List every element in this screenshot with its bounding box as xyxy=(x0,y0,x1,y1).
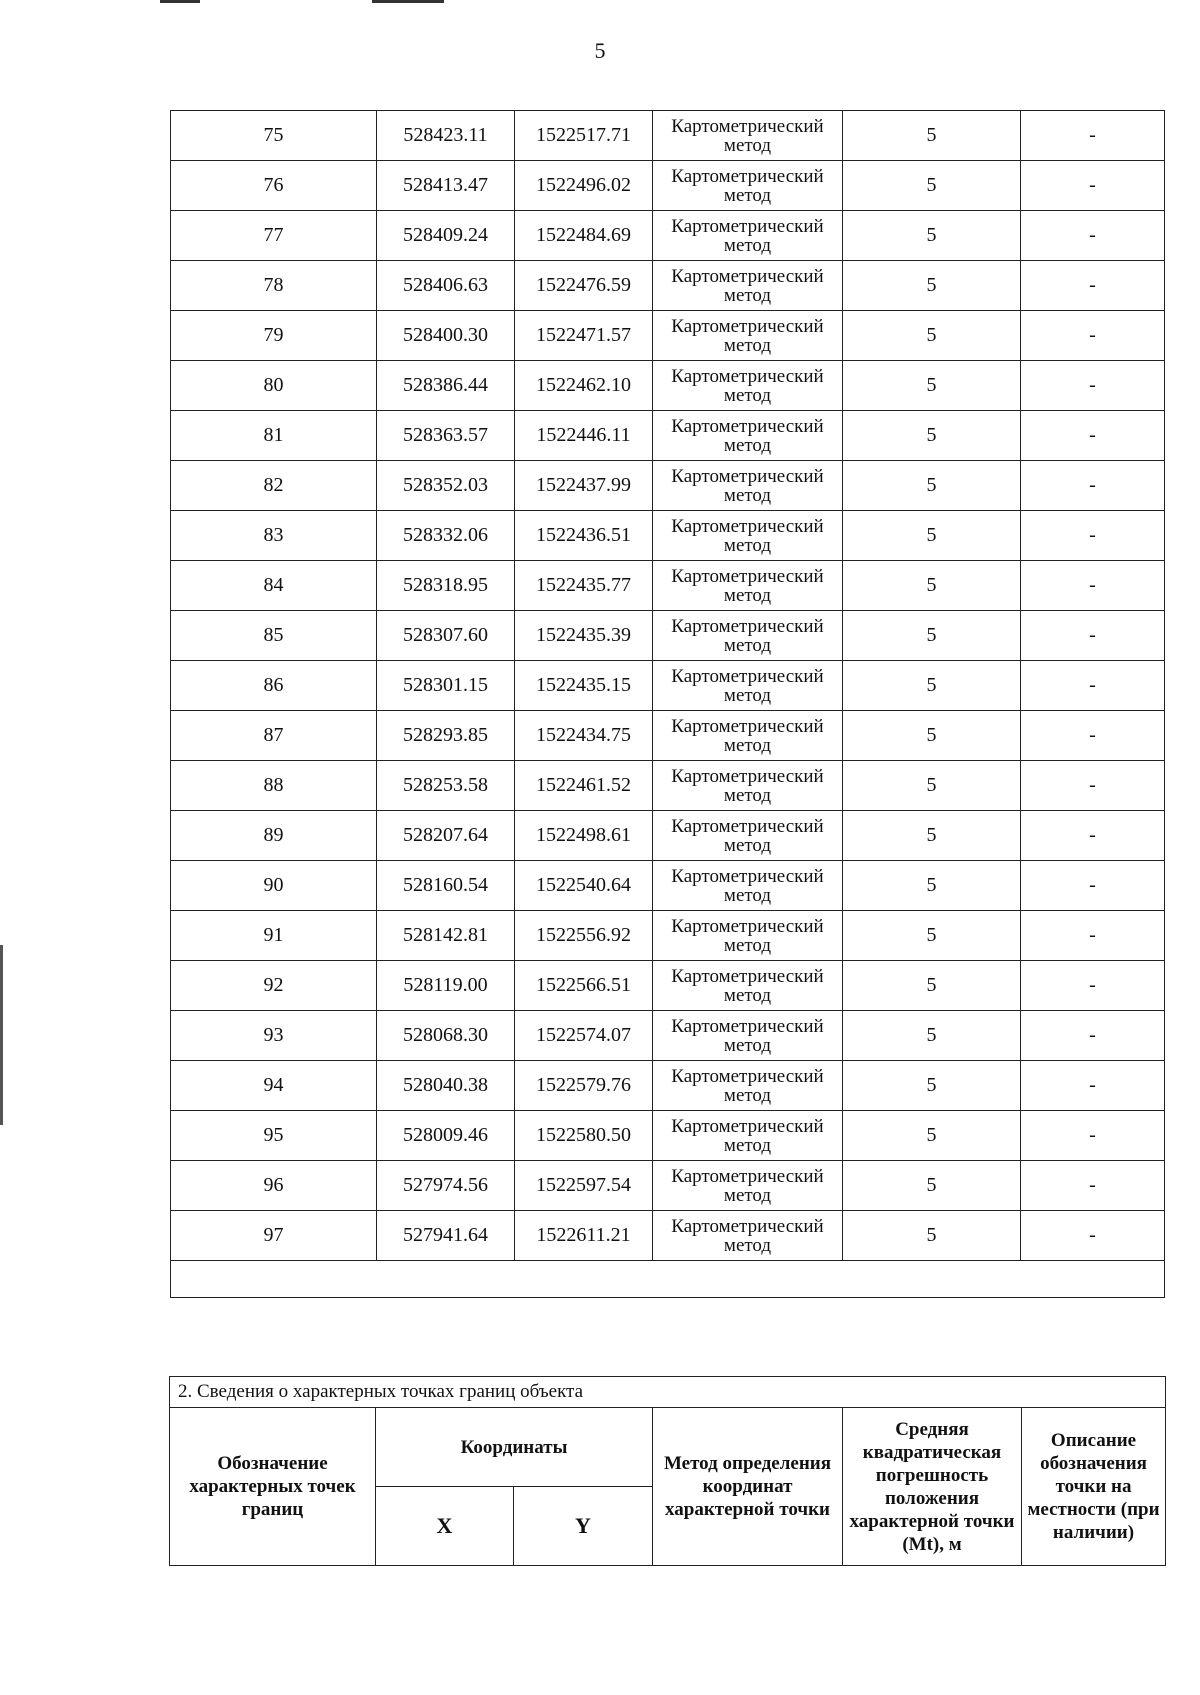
table-row xyxy=(171,911,1165,961)
point-number-cell: 93 xyxy=(171,1011,377,1061)
method-cell: Картометрический метод xyxy=(653,461,843,511)
accuracy-cell: 5 xyxy=(843,911,1021,961)
y-coordinate-cell: 1522461.52 xyxy=(515,761,653,811)
description-cell: - xyxy=(1021,1211,1165,1261)
point-number-cell: 82 xyxy=(171,461,377,511)
y-coordinate-cell: 1522435.39 xyxy=(515,611,653,661)
accuracy-cell: 5 xyxy=(843,611,1021,661)
section2-table xyxy=(169,1376,1166,1566)
description-cell: - xyxy=(1021,611,1165,661)
table-row xyxy=(171,111,1165,161)
method-cell: Картометрический метод xyxy=(653,361,843,411)
x-coordinate-cell: 528413.47 xyxy=(377,161,515,211)
table-row xyxy=(171,1061,1165,1111)
accuracy-cell: 5 xyxy=(843,1011,1021,1061)
accuracy-cell: 5 xyxy=(843,511,1021,561)
accuracy-cell: 5 xyxy=(843,461,1021,511)
accuracy-cell: 5 xyxy=(843,311,1021,361)
y-coordinate-cell: 1522484.69 xyxy=(515,211,653,261)
y-coordinate-cell: 1522496.02 xyxy=(515,161,653,211)
table-row xyxy=(171,861,1165,911)
point-number-cell: 84 xyxy=(171,561,377,611)
point-number-cell: 87 xyxy=(171,711,377,761)
method-cell: Картометрический метод xyxy=(653,1111,843,1161)
page-number: 5 xyxy=(594,38,606,63)
x-coordinate-cell: 528142.81 xyxy=(377,911,515,961)
x-coordinate-cell: 528423.11 xyxy=(377,111,515,161)
table-row xyxy=(171,511,1165,561)
method-cell: Картометрический метод xyxy=(653,561,843,611)
x-coordinate-cell: 528406.63 xyxy=(377,261,515,311)
table-row xyxy=(171,211,1165,261)
method-cell: Картометрический метод xyxy=(653,161,843,211)
description-cell: - xyxy=(1021,861,1165,911)
x-coordinate-cell: 528068.30 xyxy=(377,1011,515,1061)
point-number-cell: 76 xyxy=(171,161,377,211)
x-coordinate-cell: 528009.46 xyxy=(377,1111,515,1161)
y-coordinate-cell: 1522611.21 xyxy=(515,1211,653,1261)
section2-caption: 2. Сведения о характерных точках границ объекта xyxy=(170,1377,1166,1408)
coordinates-table xyxy=(170,110,1165,1298)
description-cell: - xyxy=(1021,811,1165,861)
method-cell: Картометрический метод xyxy=(653,111,843,161)
coordinates-table-body xyxy=(171,111,1165,1298)
point-number-cell: 79 xyxy=(171,311,377,361)
method-cell: Картометрический метод xyxy=(653,511,843,561)
header-coordinates: Координаты xyxy=(376,1408,653,1487)
point-number-cell: 90 xyxy=(171,861,377,911)
y-coordinate-cell: 1522540.64 xyxy=(515,861,653,911)
point-number-cell: 75 xyxy=(171,111,377,161)
y-coordinate-cell: 1522435.15 xyxy=(515,661,653,711)
accuracy-cell: 5 xyxy=(843,1111,1021,1161)
y-coordinate-cell: 1522434.75 xyxy=(515,711,653,761)
method-cell: Картометрический метод xyxy=(653,911,843,961)
description-cell: - xyxy=(1021,461,1165,511)
method-cell: Картометрический метод xyxy=(653,961,843,1011)
y-coordinate-cell: 1522579.76 xyxy=(515,1061,653,1111)
table-row xyxy=(171,361,1165,411)
y-coordinate-cell: 1522435.77 xyxy=(515,561,653,611)
empty-cell xyxy=(171,1261,1165,1298)
point-number-cell: 91 xyxy=(171,911,377,961)
y-coordinate-cell: 1522597.54 xyxy=(515,1161,653,1211)
accuracy-cell: 5 xyxy=(843,761,1021,811)
accuracy-cell: 5 xyxy=(843,811,1021,861)
description-cell: - xyxy=(1021,761,1165,811)
y-coordinate-cell: 1522436.51 xyxy=(515,511,653,561)
point-number-cell: 97 xyxy=(171,1211,377,1261)
point-number-cell: 78 xyxy=(171,261,377,311)
description-cell: - xyxy=(1021,961,1165,1011)
description-cell: - xyxy=(1021,511,1165,561)
point-number-cell: 83 xyxy=(171,511,377,561)
description-cell: - xyxy=(1021,161,1165,211)
description-cell: - xyxy=(1021,1111,1165,1161)
accuracy-cell: 5 xyxy=(843,1061,1021,1111)
x-coordinate-cell: 528160.54 xyxy=(377,861,515,911)
header-method: Метод определения координат характерной точки xyxy=(653,1408,843,1566)
table-row xyxy=(171,161,1165,211)
method-cell: Картометрический метод xyxy=(653,261,843,311)
x-coordinate-cell: 528207.64 xyxy=(377,811,515,861)
method-cell: Картометрический метод xyxy=(653,861,843,911)
point-number-cell: 92 xyxy=(171,961,377,1011)
table-row xyxy=(171,661,1165,711)
point-number-cell: 96 xyxy=(171,1161,377,1211)
table-row xyxy=(171,1211,1165,1261)
method-cell: Картометрический метод xyxy=(653,411,843,461)
header-designation: Обозначение характерных точек границ xyxy=(170,1408,376,1566)
description-cell: - xyxy=(1021,561,1165,611)
method-cell: Картометрический метод xyxy=(653,711,843,761)
description-cell: - xyxy=(1021,311,1165,361)
table-row xyxy=(171,1161,1165,1211)
table-row xyxy=(171,811,1165,861)
x-coordinate-cell: 528307.60 xyxy=(377,611,515,661)
description-cell: - xyxy=(1021,261,1165,311)
x-coordinate-cell: 528040.38 xyxy=(377,1061,515,1111)
y-coordinate-cell: 1522446.11 xyxy=(515,411,653,461)
y-coordinate-cell: 1522580.50 xyxy=(515,1111,653,1161)
table-row xyxy=(171,261,1165,311)
x-coordinate-cell: 528400.30 xyxy=(377,311,515,361)
table-row xyxy=(171,311,1165,361)
table-row xyxy=(171,1111,1165,1161)
y-coordinate-cell: 1522556.92 xyxy=(515,911,653,961)
x-coordinate-cell: 528363.57 xyxy=(377,411,515,461)
accuracy-cell: 5 xyxy=(843,1161,1021,1211)
accuracy-cell: 5 xyxy=(843,361,1021,411)
method-cell: Картометрический метод xyxy=(653,811,843,861)
accuracy-cell: 5 xyxy=(843,961,1021,1011)
header-x: X xyxy=(376,1487,514,1566)
empty-row xyxy=(171,1261,1165,1298)
method-cell: Картометрический метод xyxy=(653,1211,843,1261)
table-row xyxy=(171,461,1165,511)
table-row xyxy=(171,611,1165,661)
description-cell: - xyxy=(1021,411,1165,461)
point-number-cell: 81 xyxy=(171,411,377,461)
method-cell: Картометрический метод xyxy=(653,211,843,261)
x-coordinate-cell: 527941.64 xyxy=(377,1211,515,1261)
table-row xyxy=(171,961,1165,1011)
table-row xyxy=(171,761,1165,811)
header-description: Описание обозначения точки на местности (при наличии) xyxy=(1022,1408,1166,1566)
x-coordinate-cell: 528332.06 xyxy=(377,511,515,561)
method-cell: Картометрический метод xyxy=(653,611,843,661)
y-coordinate-cell: 1522476.59 xyxy=(515,261,653,311)
x-coordinate-cell: 528119.00 xyxy=(377,961,515,1011)
point-number-cell: 89 xyxy=(171,811,377,861)
accuracy-cell: 5 xyxy=(843,561,1021,611)
method-cell: Картометрический метод xyxy=(653,1011,843,1061)
scan-mark-left-edge xyxy=(0,945,3,1125)
table-row xyxy=(171,561,1165,611)
x-coordinate-cell: 528253.58 xyxy=(377,761,515,811)
y-coordinate-cell: 1522566.51 xyxy=(515,961,653,1011)
x-coordinate-cell: 528386.44 xyxy=(377,361,515,411)
y-coordinate-cell: 1522462.10 xyxy=(515,361,653,411)
description-cell: - xyxy=(1021,111,1165,161)
description-cell: - xyxy=(1021,1161,1165,1211)
scan-mark-top-left xyxy=(160,0,200,3)
table-row xyxy=(171,411,1165,461)
method-cell: Картометрический метод xyxy=(653,761,843,811)
x-coordinate-cell: 528318.95 xyxy=(377,561,515,611)
description-cell: - xyxy=(1021,711,1165,761)
point-number-cell: 94 xyxy=(171,1061,377,1111)
x-coordinate-cell: 528301.15 xyxy=(377,661,515,711)
point-number-cell: 85 xyxy=(171,611,377,661)
point-number-cell: 88 xyxy=(171,761,377,811)
point-number-cell: 77 xyxy=(171,211,377,261)
method-cell: Картометрический метод xyxy=(653,1061,843,1111)
y-coordinate-cell: 1522498.61 xyxy=(515,811,653,861)
point-number-cell: 95 xyxy=(171,1111,377,1161)
description-cell: - xyxy=(1021,911,1165,961)
scan-mark-top-center xyxy=(372,0,444,3)
accuracy-cell: 5 xyxy=(843,261,1021,311)
header-accuracy: Средняя квадратическая погрешность положения характерной точки (Mt), м xyxy=(843,1408,1022,1566)
method-cell: Картометрический метод xyxy=(653,661,843,711)
description-cell: - xyxy=(1021,661,1165,711)
table-row xyxy=(171,1011,1165,1061)
y-coordinate-cell: 1522574.07 xyxy=(515,1011,653,1061)
method-cell: Картометрический метод xyxy=(653,311,843,361)
y-coordinate-cell: 1522437.99 xyxy=(515,461,653,511)
accuracy-cell: 5 xyxy=(843,661,1021,711)
accuracy-cell: 5 xyxy=(843,711,1021,761)
accuracy-cell: 5 xyxy=(843,411,1021,461)
description-cell: - xyxy=(1021,211,1165,261)
x-coordinate-cell: 528293.85 xyxy=(377,711,515,761)
x-coordinate-cell: 527974.56 xyxy=(377,1161,515,1211)
header-y: Y xyxy=(514,1487,653,1566)
point-number-cell: 86 xyxy=(171,661,377,711)
accuracy-cell: 5 xyxy=(843,111,1021,161)
method-cell: Картометрический метод xyxy=(653,1161,843,1211)
table-row xyxy=(171,711,1165,761)
accuracy-cell: 5 xyxy=(843,161,1021,211)
accuracy-cell: 5 xyxy=(843,211,1021,261)
accuracy-cell: 5 xyxy=(843,861,1021,911)
x-coordinate-cell: 528409.24 xyxy=(377,211,515,261)
description-cell: - xyxy=(1021,361,1165,411)
description-cell: - xyxy=(1021,1011,1165,1061)
point-number-cell: 80 xyxy=(171,361,377,411)
y-coordinate-cell: 1522471.57 xyxy=(515,311,653,361)
accuracy-cell: 5 xyxy=(843,1211,1021,1261)
y-coordinate-cell: 1522517.71 xyxy=(515,111,653,161)
x-coordinate-cell: 528352.03 xyxy=(377,461,515,511)
description-cell: - xyxy=(1021,1061,1165,1111)
